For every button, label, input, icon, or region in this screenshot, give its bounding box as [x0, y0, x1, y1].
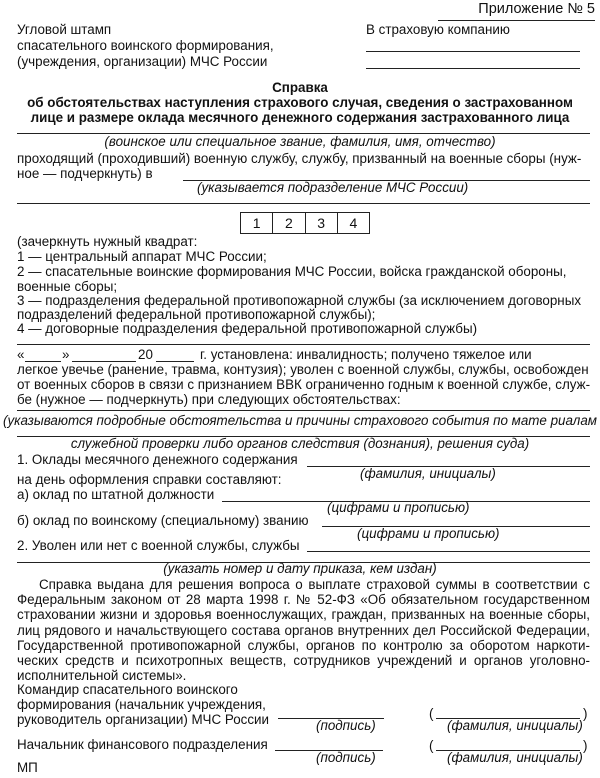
cross-line-2: 1 — центральный аппарат МЧС России;	[17, 249, 267, 264]
finance-name-hint: (фамилия, инициалы)	[447, 750, 583, 765]
seal-label: МП	[17, 760, 38, 775]
cross-line-1: (зачеркнуть нужный квадрат:	[17, 234, 198, 249]
commander-paren-open: (	[429, 706, 434, 721]
salary-title: 1. Оклады месячного денежного содержания	[17, 452, 298, 467]
hint-rank: (воинское или специальное звание, фамилия, имя, отчество)	[104, 134, 496, 149]
finance-label: Начальник финансового подразделения	[17, 737, 268, 752]
service-line-2: ное — подчеркнуть) в	[17, 166, 153, 181]
appendix-underline	[438, 20, 595, 21]
circumstances-field-1[interactable]	[17, 410, 590, 411]
cross-line-6: подразделений федеральной противопожарной службы);	[17, 307, 376, 322]
category-box-2[interactable]: 2	[273, 213, 305, 233]
stamp-line-3: (учреждения, организации) МЧС России	[17, 54, 268, 69]
hint-order: (указать номер и дату приказа, кем издан)	[163, 561, 437, 576]
commander-name-hint: (фамилия, инициалы)	[447, 718, 583, 733]
category-box-4[interactable]: 4	[349, 215, 358, 231]
appendix-label: Приложение № 5	[478, 1, 595, 17]
insurer-label: В страховую компанию	[366, 22, 510, 37]
finance-paren-close: )	[583, 738, 588, 753]
issued-paragraph: Справка выдана для решения вопроса о выплате страховой суммы в соответствии с Федеральным законом от 28 марта 1998 г. № 52-ФЗ «Об обязательном государственном страховании жизни и здоровья военнослужащих, граждан, призванных на военные сборы, лиц рядового и начальствующего состава органов внутренних дел Российской Федерации, Государственной противопожарной службы, органов по контролю за оборотом наркоти-ческих средств и психотропных веществ, сотрудников учреждений и органов уголовно-исполнительной системы».	[17, 577, 590, 684]
commander-line-3: руководитель организации) МЧС России	[17, 712, 270, 727]
dismissed-label: 2. Уволен или нет с военной службы, службы	[17, 538, 300, 553]
commander-paren-close: )	[583, 706, 588, 721]
date-quote-open: «	[17, 347, 25, 362]
category-boxes	[240, 212, 370, 234]
hint-circumstances-2: служебной проверки либо органов следствия (дознания), решения суда)	[70, 436, 530, 451]
hint-salary-name: (фамилия, инициалы)	[360, 466, 496, 481]
doc-subtitle-2: лице и размере оклада месячного денежного содержания застрахованного лица	[30, 110, 570, 125]
date-quote-close: »	[62, 347, 70, 362]
salary-on-date: на день оформления справки составляют:	[17, 472, 282, 487]
date-year-prefix: 20	[138, 347, 153, 362]
commander-sign-hint: (подпись)	[316, 718, 376, 733]
cross-line-3: 2 — спасательные воинские формирования МЧС России, войска гражданской обороны,	[17, 264, 567, 279]
finance-sign-hint: (подпись)	[316, 750, 376, 765]
salary-a-label: а) оклад по штатной должности	[17, 487, 215, 502]
doc-subtitle-1: об обстоятельствах наступления страхового случая, сведения о застрахованном	[27, 95, 573, 110]
stamp-line-1: Угловой штамп	[17, 22, 112, 37]
salary-b-label: б) оклад по воинскому (специальному) званию	[17, 513, 309, 528]
event-line-4: бе (нужное — подчеркнуть) при следующих обстоятельствах:	[17, 392, 401, 407]
doc-title: Справка	[272, 80, 328, 95]
stamp-line-2: спасательного воинского формирования,	[17, 38, 274, 53]
insurer-line-2[interactable]	[366, 68, 580, 69]
hint-salary-b: (цифрами и прописью)	[357, 526, 500, 541]
event-line-2: легкое увечье (ранение, травма, контузия); уволен с военной службы, службы, освобожден	[17, 362, 589, 377]
hint-circumstances-1: (указываются подробные обстоятельства и причины страхового события по мате риалам	[3, 413, 597, 428]
separator-line	[17, 344, 590, 345]
event-line-3: от военных сборов в связи с признанием ВВК ограниченно годным к военной службе, служ-	[17, 377, 591, 392]
dismissed-field[interactable]	[307, 551, 590, 552]
unit-field-2[interactable]	[17, 203, 590, 204]
hint-salary-a: (цифрами и прописью)	[327, 500, 470, 515]
commander-line-1: Командир спасательного воинского	[17, 682, 238, 697]
commander-line-2: формирования (начальник учреждения,	[17, 697, 266, 712]
cross-line-4: военные сборы;	[17, 279, 118, 294]
category-box-1[interactable]: 1	[241, 213, 273, 233]
finance-paren-open: (	[429, 738, 434, 753]
insurer-line-1[interactable]	[366, 51, 580, 52]
category-box-3[interactable]: 3	[306, 213, 338, 233]
cross-line-7: 4 — договорные подразделения федеральной противопожарной службы)	[17, 321, 478, 336]
service-line-1: проходящий (проходивший) военную службу, службу, призванный на военные сборы (нуж-	[17, 151, 582, 166]
date-rest-text: г. установлена: инвалидность; получено тяжелое или	[200, 347, 532, 362]
hint-unit: (указывается подразделение МЧС России)	[197, 180, 469, 195]
cross-line-5: 3 — подразделения федеральной противопожарной службы (за исключением договорных	[17, 293, 582, 308]
